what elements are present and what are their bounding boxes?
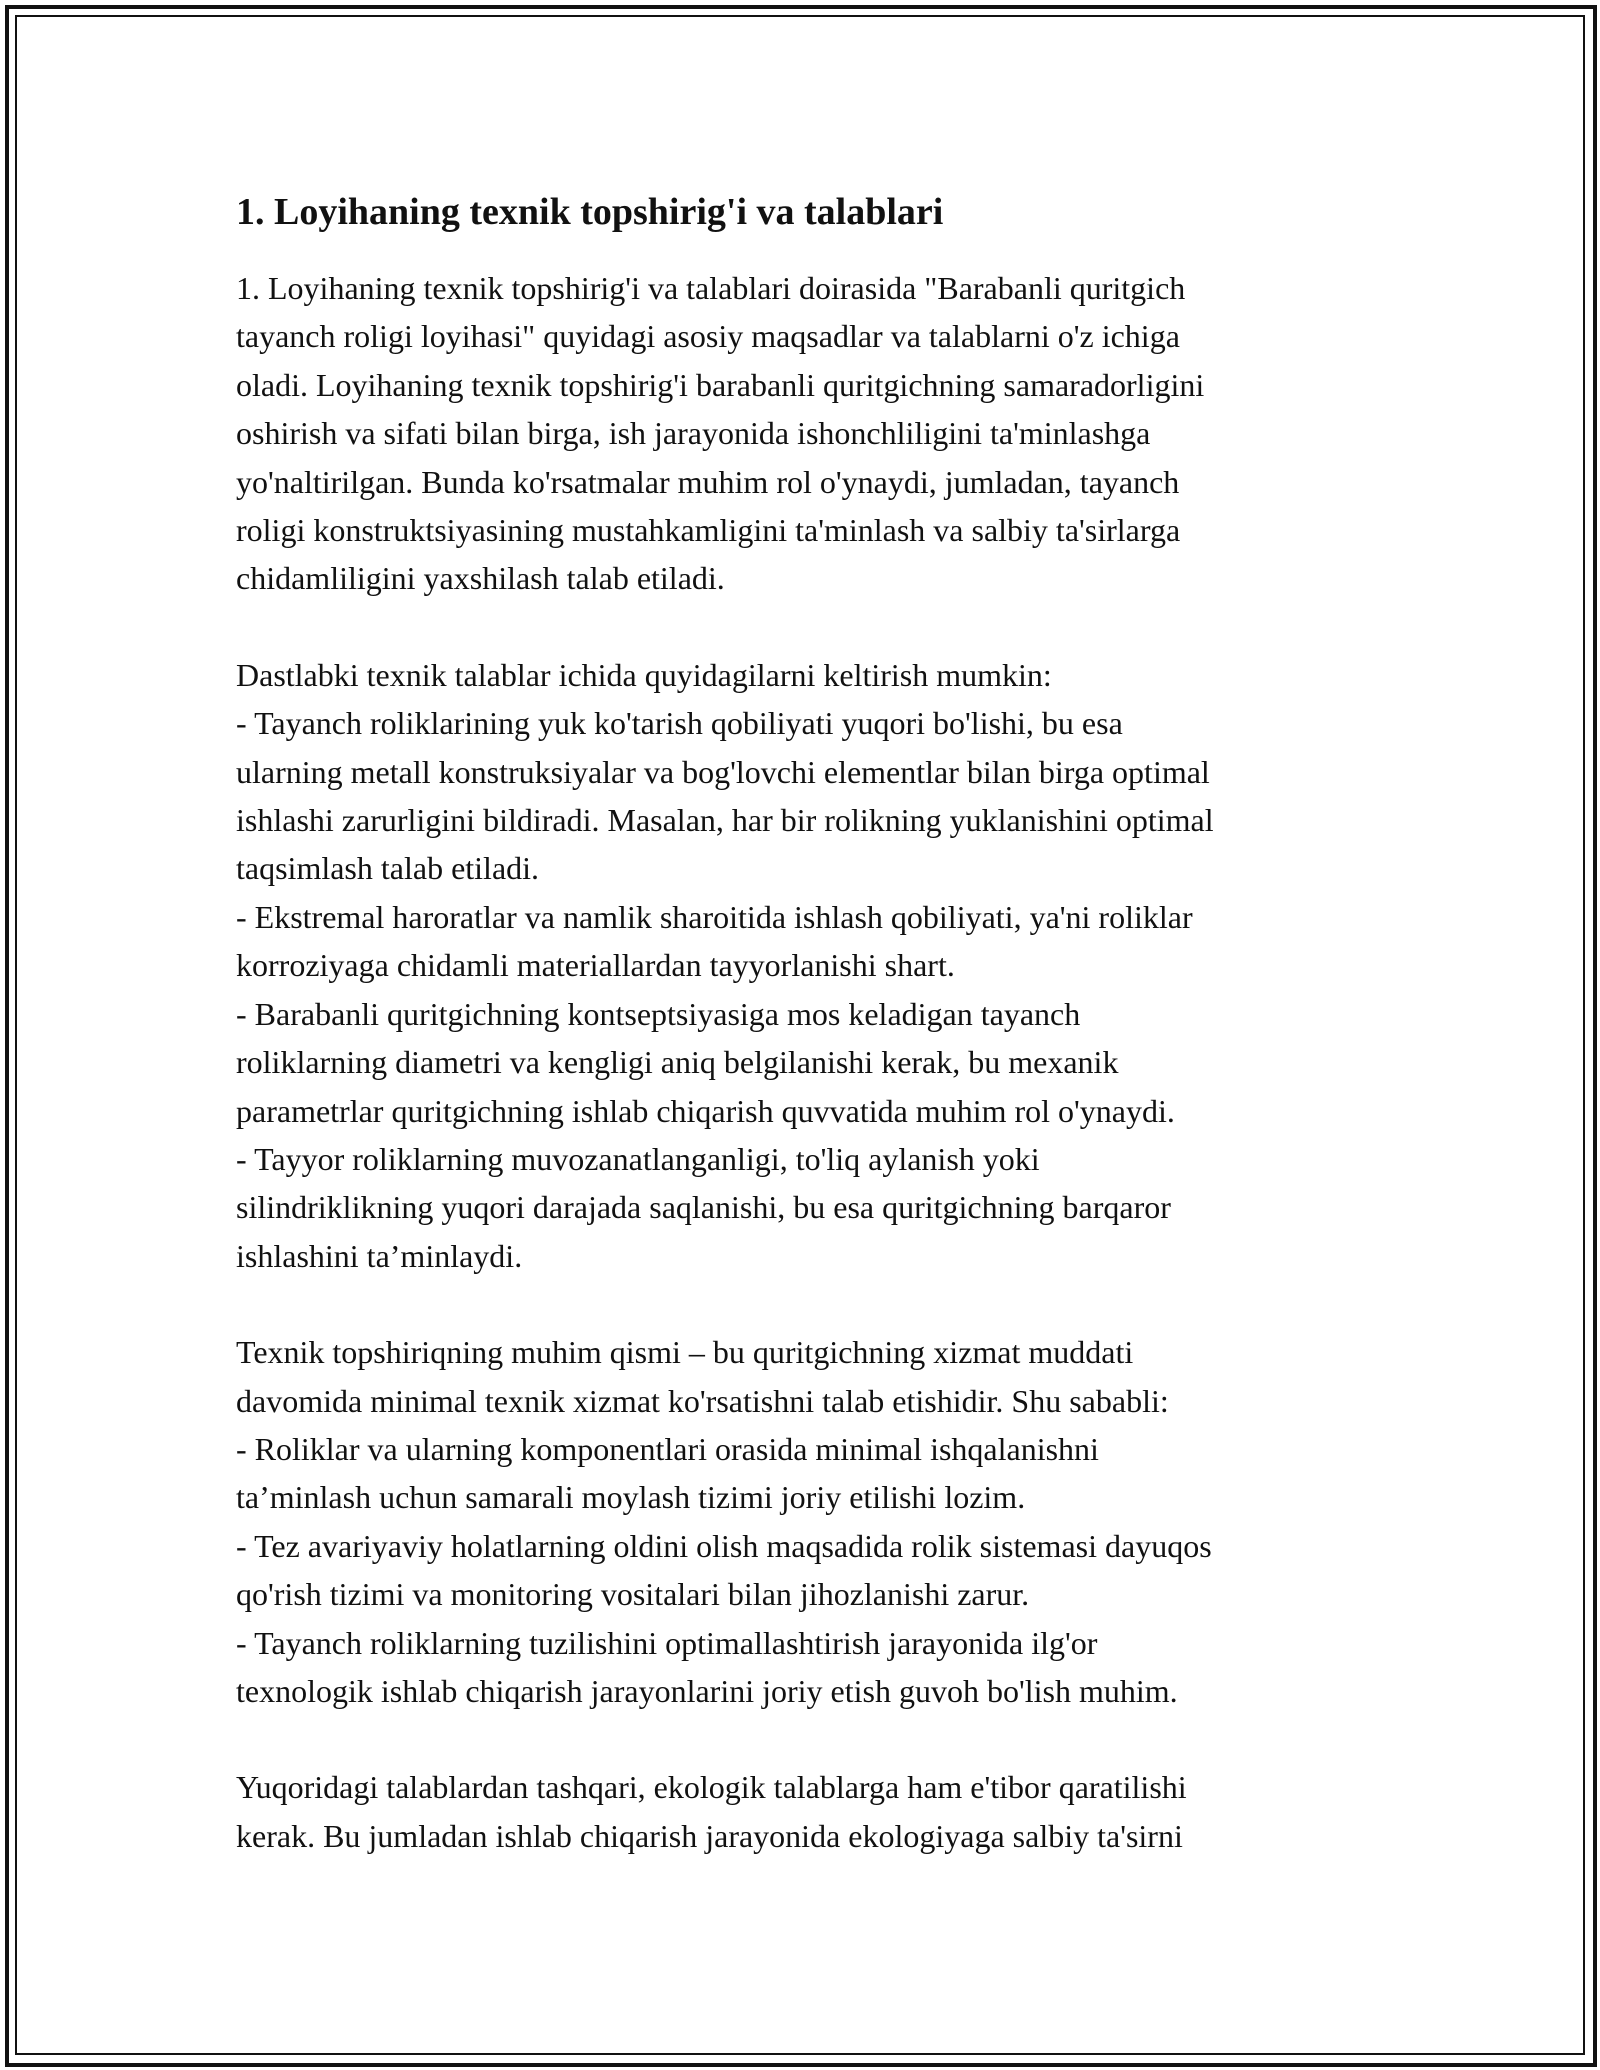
body-paragraph xyxy=(236,1328,1376,1715)
text-line: korroziyaga chidamli materiallardan tayyorlanishi shart. xyxy=(236,947,955,984)
body-paragraph xyxy=(236,264,1376,603)
text-line: tayanch roligi loyihasi" quyidagi asosiy maqsadlar va talablarni o'z ichiga xyxy=(236,318,1180,355)
text-line: - Roliklar va ularning komponentlari orasida minimal ishqalanishni xyxy=(236,1430,1099,1467)
body-paragraph xyxy=(236,1763,1376,1860)
text-line: davomida minimal texnik xizmat ko'rsatishni talab etishidir. Shu sababli: xyxy=(236,1382,1169,1419)
text-line: Dastlabki texnik talablar ichida quyidagilarni keltirish mumkin: xyxy=(236,656,1052,693)
paragraph-list xyxy=(236,264,1376,1860)
text-line: oladi. Loyihaning texnik topshirig'i barabanli quritgichning samaradorligini xyxy=(236,366,1205,403)
text-line: qo'rish tizimi va monitoring vositalari bilan jihozlanishi zarur. xyxy=(236,1576,1030,1613)
text-line: silindriklikning yuqori darajada saqlanishi, bu esa quritgichning barqaror xyxy=(236,1189,1171,1226)
text-line: oshirish va sifati bilan birga, ish jarayonida ishonchliligini ta'minlashga xyxy=(236,415,1151,452)
text-line: ishlashini ta’minlaydi. xyxy=(236,1237,523,1274)
text-line: ta’minlash uchun samarali moylash tizimi joriy etilishi lozim. xyxy=(236,1479,1026,1516)
text-line: ularning metall konstruksiyalar va bog'lovchi elementlar bilan birga optimal xyxy=(236,753,1210,790)
text-line: Texnik topshiriqning muhim qismi – bu quritgichning xizmat muddati xyxy=(236,1334,1134,1371)
text-line: - Tayyor roliklarning muvozanatlanganligi, to'liq aylanish yoki xyxy=(236,1140,1040,1177)
text-line: taqsimlash talab etiladi. xyxy=(236,850,540,887)
section-heading: 1. Loyihaning texnik topshirig'i va talablari xyxy=(236,191,944,233)
text-line: - Tayanch roliklarining yuk ko'tarish qobiliyati yuqori bo'lishi, bu esa xyxy=(236,705,1123,742)
text-line: - Tez avariyaviy holatlarning oldini olish maqsadida rolik sistemasi dayuqos xyxy=(236,1527,1212,1564)
body-paragraph xyxy=(236,651,1376,1280)
text-line: - Tayanch roliklarning tuzilishini optimallashtirish jarayonida ilg'or xyxy=(236,1624,1098,1661)
text-line: 1. Loyihaning texnik topshirig'i va talablari doirasida "Barabanli quritgich xyxy=(236,270,1186,306)
text-line: parametrlar quritgichning ishlab chiqarish quvvatida muhim rol o'ynaydi. xyxy=(236,1092,1175,1129)
text-line: Yuqoridagi talablardan tashqari, ekologik talablarga ham e'tibor qaratilishi xyxy=(236,1769,1187,1806)
text-line: texnologik ishlab chiqarish jarayonlarini joriy etish guvoh bo'lish muhim. xyxy=(236,1672,1178,1709)
text-line: chidamliligini yaxshilash talab etiladi. xyxy=(236,560,725,597)
text-line: yo'naltirilgan. Bunda ko'rsatmalar muhim rol o'ynaydi, jumladan, tayanch xyxy=(236,463,1180,500)
text-line: roligi konstruktsiyasining mustahkamligini ta'minlash va salbiy ta'sirlarga xyxy=(236,512,1181,549)
text-line: - Barabanli quritgichning kontseptsiyasiga mos keladigan tayanch xyxy=(236,995,1081,1032)
text-line: ishlashi zarurligini bildiradi. Masalan, har bir rolikning yuklanishini optimal xyxy=(236,802,1214,839)
text-line: - Ekstremal haroratlar va namlik sharoitida ishlash qobiliyati, ya'ni roliklar xyxy=(236,898,1193,935)
text-line: roliklarning diametri va kengligi aniq belgilanishi kerak, bu mexanik xyxy=(236,1044,1119,1081)
text-line: kerak. Bu jumladan ishlab chiqarish jarayonida ekologiyaga salbiy ta'sirni xyxy=(236,1817,1183,1854)
document-body xyxy=(236,186,1376,1908)
